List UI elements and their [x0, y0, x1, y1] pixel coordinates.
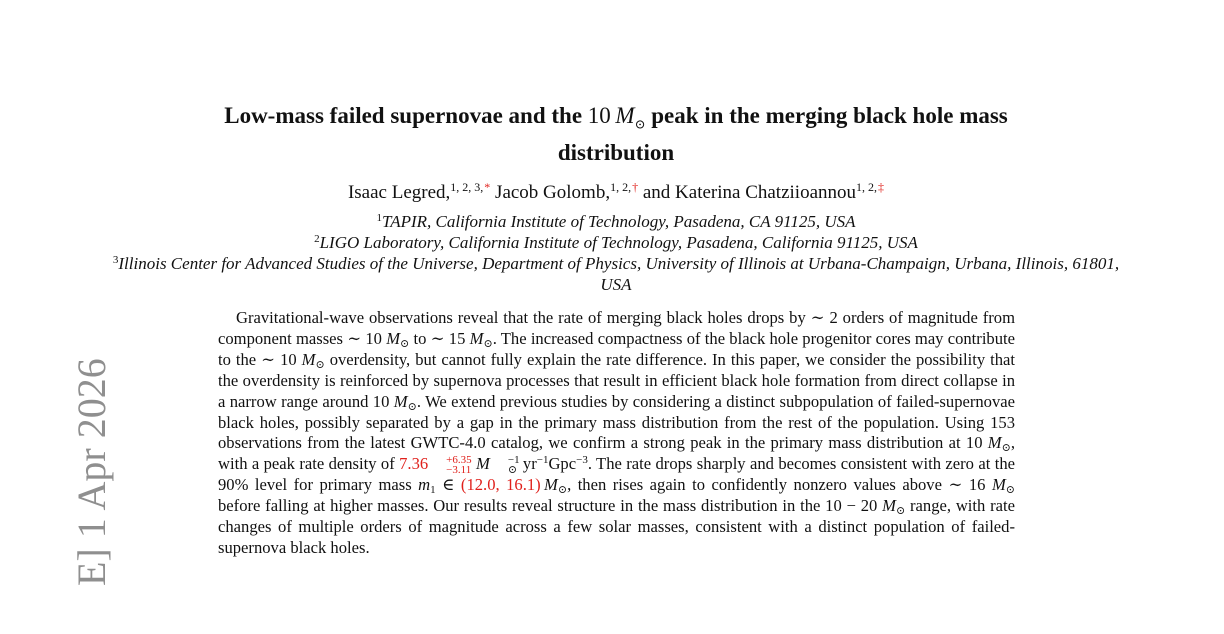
author-footnote-link[interactable]: * — [484, 180, 491, 194]
title-math: 10 $M_⊙$ — [587, 103, 646, 132]
arxiv-stamp — [26, 358, 114, 634]
peak-rate-link[interactable]: 7.36 +6.35 −3.11 — [399, 454, 472, 477]
author-affil: 1, 2, — [856, 180, 878, 194]
author-affil: 1, 2, 3, — [450, 180, 484, 194]
author-name: and Katerina Chatziioannou — [642, 182, 857, 203]
author-footnote-link[interactable]: ‡ — [878, 180, 885, 194]
author-list — [140, 180, 1092, 206]
author-footnote-link[interactable]: † — [632, 180, 639, 194]
mass-interval-link[interactable]: (12.0, 16.1) — [460, 475, 541, 495]
author-name: Isaac Legred, — [347, 182, 451, 203]
paper-title — [140, 102, 1092, 167]
arxiv-stamp-text: E] 1 Apr 2026 — [69, 358, 114, 586]
author-name: Jacob Golomb, — [495, 182, 611, 203]
abstract: Gravitational-wave observations reveal that the rate of merging black holes drops by ∼ 2 orders of magnitude from component masses ∼ 10 $M_⊙$ to ∼ 15 $M_⊙$. The increased compactness of the black hole progenitor cores may contribute to the ∼ 10 $M_⊙$ overdensity, but cannot fully explain the rate difference. In this paper, we consider the possibility that the overdensity is reinforced by supernova processes that result in efficient black hole formation from direct collapse in a narrow range around 10 $M_⊙$. We extend previous studies by considering a distinct subpopulation of failed-supernovae black holes, possibly separated by a gap in the primary mass distribution from the rest of the population. Using 153 observations from the latest GWTC-4.0 catalog, we confirm a strong peak in the primary mass distribution at 10 $M_⊙$, with a peak rate density of 7.36 +6.35 −3.11 M −1 ⊙ $yr^{-1}Gpc^{-3}$. The rate drops sharply and becomes consistent with zero at the 90% level for primary mass $m_1$ ∈ (12.0, 16.1) $M_⊙$, then rises again to confidently nonzero values above ∼ 16 $M_⊙$ before falling at higher masses. Our results reveal structure in the mass distribution in the 10 − 20 $M_⊙$ range, with rate changes of multiple orders of magnitude across a few solar masses, consistent with a distinct population of failed-supernova black holes. — [218, 308, 1016, 558]
affiliation: $^1$TAPIR, California Institute of Technology, Pasadena, CA 91125, USA — [376, 212, 856, 231]
title-line2: distribution — [557, 139, 675, 165]
title-line1-suffix: peak in the merging black hole mass — [645, 103, 1008, 128]
affiliation: $^2$LIGO Laboratory, California Institute of Technology, Pasadena, California 91125, USA — [314, 233, 918, 252]
title-line1-prefix: Low-mass failed supernovae and the — [224, 103, 588, 128]
affiliation: $^3$Illinois Center for Advanced Studies of the Universe, Department of Physics, University of Illinois at Urbana-Champaign, Urbana, Illinois, 61801, USA — [112, 254, 1120, 294]
author-affil: 1, 2, — [610, 180, 632, 194]
affiliation-list — [100, 211, 1132, 295]
